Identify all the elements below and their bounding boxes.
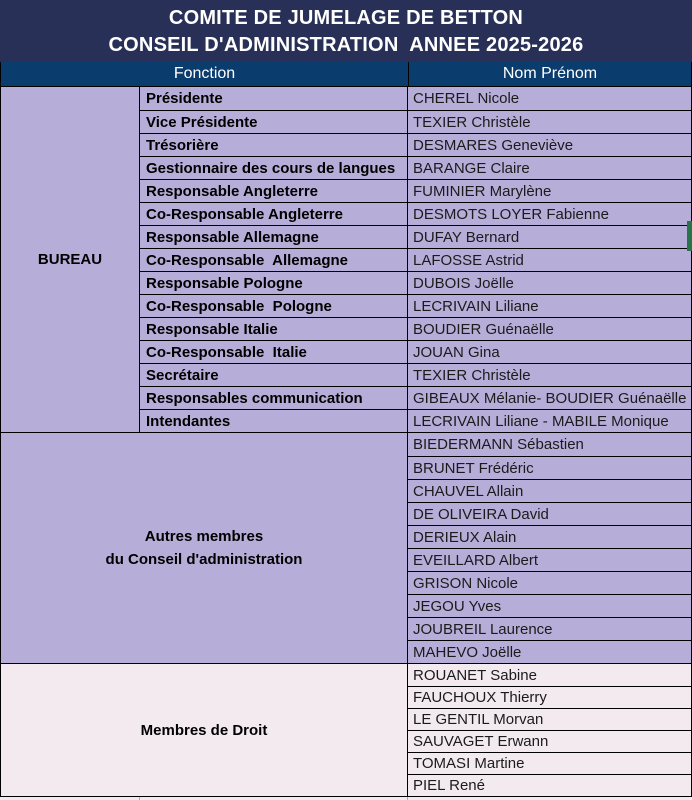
fonction-cell[interactable]: Secrétaire [139, 363, 407, 386]
nom-cell[interactable]: BOUDIER Guénaëlle [407, 317, 691, 340]
nom-cell[interactable]: PIEL René [407, 774, 691, 796]
fonction-cell[interactable]: Co-Responsable Pologne [139, 294, 407, 317]
section-label-line: BUREAU [37, 251, 103, 268]
header-cell-nom-prenom[interactable]: Nom Prénom [408, 62, 691, 86]
fonction-cell[interactable]: Responsables communication [139, 386, 407, 409]
nom-cell[interactable]: FUMINIER Marylène [407, 179, 691, 202]
nom-cell[interactable]: LAFOSSE Astrid [407, 248, 691, 271]
section-label-line: Autres membres [144, 528, 264, 545]
nom-cell[interactable]: DUFAY Bernard [407, 225, 691, 248]
header-cell-fonction[interactable]: Fonction [173, 65, 236, 82]
fonction-cell[interactable]: Gestionnaire des cours de langues [139, 156, 407, 179]
section-autres-membres [1, 432, 691, 663]
nom-cell[interactable]: GRISON Nicole [407, 571, 691, 594]
nom-cell[interactable]: TOMASI Martine [407, 752, 691, 774]
table-title-cell[interactable] [0, 0, 692, 62]
fonction-cell[interactable]: Co-Responsable Italie [139, 340, 407, 363]
nom-cell[interactable]: MAHEVO Joëlle [407, 640, 691, 663]
section-bureau [1, 86, 691, 432]
nom-cell[interactable]: ROUANET Sabine [407, 664, 691, 686]
section-label-droit[interactable] [1, 664, 407, 796]
fonction-cell[interactable]: Co-Responsable Allemagne [139, 248, 407, 271]
section-label-line: du Conseil d'administration [105, 551, 303, 568]
fonction-cell[interactable]: Co-Responsable Angleterre [139, 202, 407, 225]
nom-cell[interactable]: JOUAN Gina [407, 340, 691, 363]
members-table [0, 62, 692, 797]
fonction-cell[interactable]: Responsable Pologne [139, 271, 407, 294]
nom-cell[interactable]: CHAUVEL Allain [407, 479, 691, 502]
nom-cell[interactable]: JEGOU Yves [407, 594, 691, 617]
table-header-row [1, 62, 691, 86]
section-membres-de-droit [1, 663, 691, 796]
section-label-autres[interactable] [1, 433, 407, 663]
fonction-cell[interactable]: Trésorière [139, 133, 407, 156]
section-label-line: Membres de Droit [140, 721, 268, 739]
nom-cell[interactable]: LECRIVAIN Liliane - MABILE Monique [407, 409, 691, 432]
nom-cell[interactable]: DERIEUX Alain [407, 525, 691, 548]
nom-cell[interactable]: TEXIER Christèle [407, 110, 691, 133]
fonction-cell[interactable]: Responsable Italie [139, 317, 407, 340]
nom-cell[interactable]: EVEILLARD Albert [407, 548, 691, 571]
title-line-1: COMITE DE JUMELAGE DE BETTON [168, 6, 524, 29]
nom-cell[interactable]: DUBOIS Joëlle [407, 271, 691, 294]
nom-cell[interactable]: DESMARES Geneviève [407, 133, 691, 156]
section-label-bureau[interactable] [1, 87, 139, 432]
nom-cell[interactable]: TEXIER Christèle [407, 363, 691, 386]
nom-cell[interactable]: DE OLIVEIRA David [407, 502, 691, 525]
fonction-cell[interactable]: Responsable Angleterre [139, 179, 407, 202]
fonction-cell[interactable]: Intendantes [139, 409, 407, 432]
nom-cell[interactable]: LECRIVAIN Liliane [407, 294, 691, 317]
nom-cell[interactable]: BARANGE Claire [407, 156, 691, 179]
nom-cell[interactable]: LE GENTIL Morvan [407, 708, 691, 730]
nom-cell[interactable]: BIEDERMANN Sébastien [407, 433, 691, 456]
title-line-2: CONSEIL D'ADMINISTRATION ANNEE 2025-2026 [108, 33, 584, 56]
nom-cell[interactable]: DESMOTS LOYER Fabienne [407, 202, 691, 225]
fonction-cell[interactable]: Vice Présidente [139, 110, 407, 133]
nom-cell[interactable]: CHEREL Nicole [407, 87, 691, 110]
fonction-cell[interactable]: Responsable Allemagne [139, 225, 407, 248]
cell-selection-fragment [687, 221, 692, 251]
nom-cell[interactable]: GIBEAUX Mélanie- BOUDIER Guénaëlle [407, 386, 691, 409]
nom-cell[interactable]: SAUVAGET Erwann [407, 730, 691, 752]
nom-cell[interactable]: JOUBREIL Laurence [407, 617, 691, 640]
nom-cell[interactable]: FAUCHOUX Thierry [407, 686, 691, 708]
nom-cell[interactable]: BRUNET Frédéric [407, 456, 691, 479]
fonction-cell[interactable]: Présidente [139, 87, 407, 110]
